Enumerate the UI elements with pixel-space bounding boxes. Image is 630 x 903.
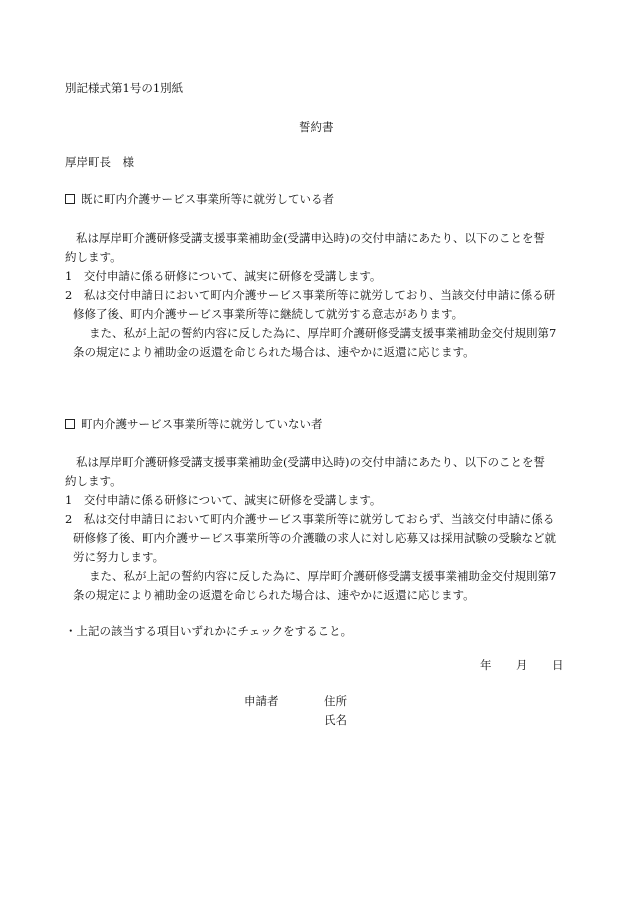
- section1-heading: 既に町内介護サービス事業所等に就労している者: [81, 192, 334, 206]
- date-month-label: 月: [516, 658, 528, 672]
- date-day-label: 日: [552, 658, 564, 672]
- section2-pledge-line1: 私は厚岸町介護研修受講支援事業補助金(受講申込時)の交付申請にあたり、以下のことを誓: [76, 455, 545, 469]
- applicant-label: 申請者: [244, 694, 279, 708]
- form-reference: 別記様式第1号の1別紙: [65, 81, 184, 95]
- section2-checkbox[interactable]: [65, 419, 75, 429]
- section2-item2-line2: 研修修了後、町内介護サービス事業所等の介護職の求人に対し応募又は採用試験の受験など就: [73, 531, 556, 545]
- section2-condition-line2: 条の規定により補助金の返還を命じられた場合は、速やかに返還に応じます。: [73, 588, 475, 602]
- section2-item2-line3: 労に努力します。: [73, 550, 165, 564]
- section2-item2-line1: 2 私は交付申請日において町内介護サービス事業所等に就労しておらず、当該交付申請に係る: [65, 512, 555, 526]
- section1-option: [65, 193, 334, 207]
- section1-item2-line1: 2 私は交付申請日において町内介護サービス事業所等に就労しており、当該交付申請に係る研: [65, 288, 556, 302]
- section1-item2-line2: 修修了後、町内介護サービス事業所等に継続して就労する意志があります。: [73, 307, 464, 321]
- section2-heading: 町内介護サービス事業所等に就労していない者: [81, 417, 323, 431]
- instruction-note: ・上記の該当する項目いずれかにチェックをすること。: [65, 624, 353, 638]
- section1-pledge-line1: 私は厚岸町介護研修受講支援事業補助金(受講申込時)の交付申請にあたり、以下のことを誓: [76, 231, 545, 245]
- section2-item1: 1 交付申請に係る研修について、誠実に研修を受講します。: [65, 493, 382, 507]
- section2-option: [65, 418, 323, 432]
- section1-item1: 1 交付申請に係る研修について、誠実に研修を受講します。: [65, 269, 382, 283]
- section2-condition-line1: また、私が上記の誓約内容に反した為に、厚岸町介護研修受講支援事業補助金交付規則第7: [89, 569, 557, 583]
- section1-checkbox[interactable]: [65, 194, 75, 204]
- section1-pledge-line2: 約します。: [65, 250, 122, 264]
- section1-condition-line1: また、私が上記の誓約内容に反した為に、厚岸町介護研修受講支援事業補助金交付規則第7: [89, 326, 557, 340]
- name-label: 氏名: [324, 713, 347, 727]
- section2-pledge-line2: 約します。: [65, 474, 122, 488]
- address-label: 住所: [324, 694, 347, 708]
- document-title: 誓約書: [299, 120, 334, 134]
- section1-condition-line2: 条の規定により補助金の返還を命じられた場合は、速やかに返還に応じます。: [73, 345, 475, 359]
- date-year-label: 年: [480, 658, 492, 672]
- addressee: 厚岸町長 様: [65, 155, 134, 169]
